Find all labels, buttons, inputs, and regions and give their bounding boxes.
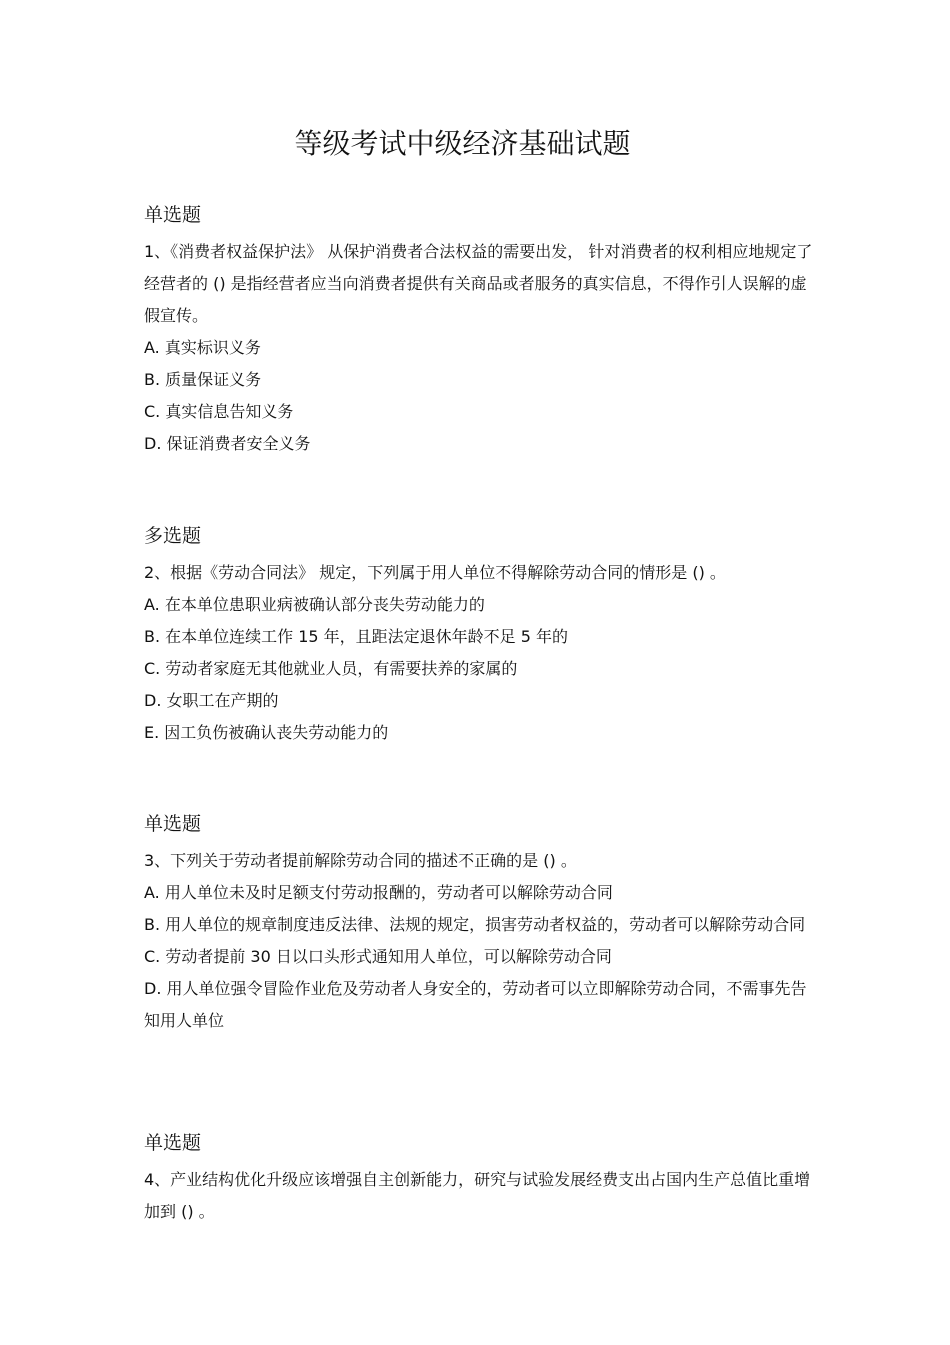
option-list — [144, 332, 814, 460]
option-d: D. 保证消费者安全义务 — [144, 434, 311, 453]
option-a: A. 用人单位未及时足额支付劳动报酬的，劳动者可以解除劳动合同 — [144, 883, 613, 902]
option-list — [144, 589, 814, 749]
question-1 — [144, 202, 814, 460]
option-list — [144, 877, 814, 1037]
question-type: 单选题 — [144, 1132, 202, 1154]
question-stem: 2、根据《劳动合同法》 规定，下列属于用人单位不得解除劳动合同的情形是 () 。 — [144, 563, 726, 582]
option-b: B. 在本单位连续工作 15 年，且距法定退休年龄不足 5 年的 — [144, 627, 569, 646]
option-b: B. 质量保证义务 — [144, 370, 262, 389]
option-c: C. 劳动者家庭无其他就业人员，有需要扶养的家属的 — [144, 659, 518, 678]
option-d: D. 用人单位强令冒险作业危及劳动者人身安全的，劳动者可以立即解除劳动合同，不需事先告知用人单位 — [144, 979, 807, 1030]
option-b: B. 用人单位的规章制度违反法律、法规的规定，损害劳动者权益的，劳动者可以解除劳动合同 — [144, 915, 806, 934]
document-title: 等级考试中级经济基础试题 — [294, 127, 631, 160]
question-stem: 3、下列关于劳动者提前解除劳动合同的描述不正确的是 () 。 — [144, 851, 577, 870]
question-type: 单选题 — [144, 204, 202, 226]
option-a: A. 在本单位患职业病被确认部分丧失劳动能力的 — [144, 595, 485, 614]
option-d: D. 女职工在产期的 — [144, 691, 279, 710]
question-stem: 1、《消费者权益保护法》 从保护消费者合法权益的需要出发， 针对消费者的权利相应地规定了经营者的 () 是指经营者应当向消费者提供有关商品或者服务的真实信息，不得作引人误解的虚假宣传。 — [144, 242, 813, 325]
question-type: 多选题 — [144, 525, 202, 547]
question-2 — [144, 523, 814, 749]
question-3 — [144, 811, 814, 1037]
option-c: C. 真实信息告知义务 — [144, 402, 294, 421]
option-a: A. 真实标识义务 — [144, 338, 261, 357]
option-e: E. 因工负伤被确认丧失劳动能力的 — [144, 723, 389, 742]
option-c: C. 劳动者提前 30 日以口头形式通知用人单位，可以解除劳动合同 — [144, 947, 612, 966]
question-4 — [144, 1130, 814, 1228]
question-type: 单选题 — [144, 813, 202, 835]
question-stem: 4、产业结构优化升级应该增强自主创新能力，研究与试验发展经费支出占国内生产总值比重增加到 () 。 — [144, 1170, 811, 1221]
